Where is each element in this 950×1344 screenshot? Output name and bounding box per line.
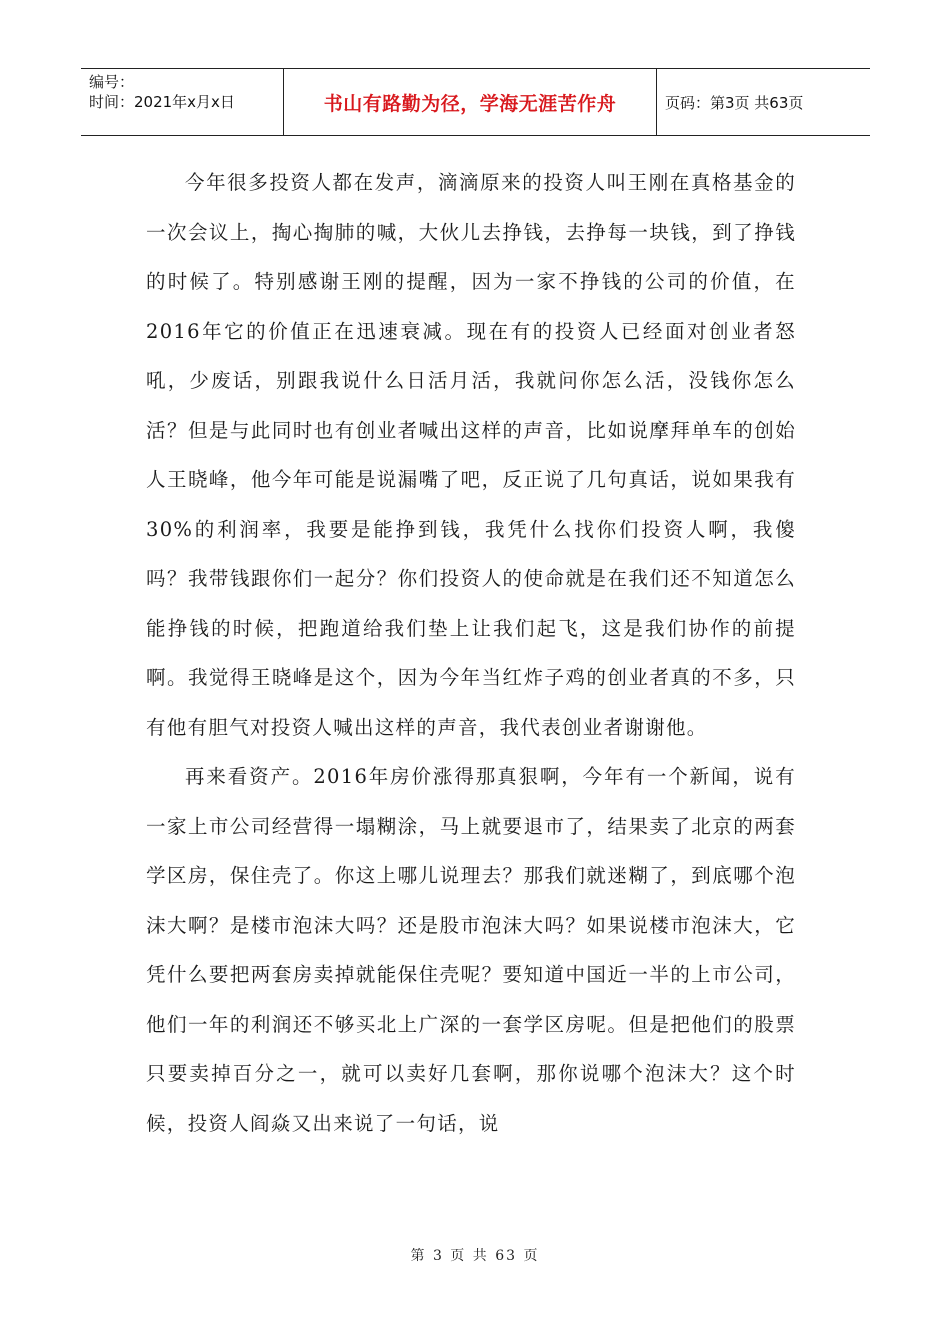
body-text [146, 158, 796, 1148]
page-footer: 第 3 页 共 63 页 [410, 1248, 540, 1264]
number-label: 编号： [89, 73, 135, 91]
time-label: 时间：2021年x月x日 [89, 93, 235, 111]
header-page-info: 页码：第3页 共63页 [665, 93, 804, 112]
header-meta [81, 69, 284, 135]
page-header [81, 68, 870, 136]
header-motto: 书山有路勤为径，学海无涯苦作舟 [284, 69, 657, 135]
paragraph: 今年很多投资人都在发声，滴滴原来的投资人叫王刚在真格基金的一次会议上，掏心掏肺的喊，大伙儿去挣钱，去挣每一块钱，到了挣钱的时候了。特别感谢王刚的提醒，因为一家不挣钱的公司的价值，在2016年它的价值正在迅速衰减。现在有的投资人已经面对创业者怒吼，少废话，别跟我说什么日活月活，我就问你怎么活，没钱你怎么活？但是与此同时也有创业者喊出这样的声音，比如说摩拜单车的创始人王晓峰，他今年可能是说漏嘴了吧，反正说了几句真话，说如果我有30%的利润率，我要是能挣到钱，我凭什么找你们投资人啊，我傻吗？我带钱跟你们一起分？你们投资人的使命就是在我们还不知道怎么能挣钱的时候，把跑道给我们垫上让我们起飞，这是我们协作的前提啊。我觉得王晓峰是这个，因为今年当红炸子鸡的创业者真的不多，只有他有胆气对投资人喊出这样的声音，我代表创业者谢谢他。 [146, 171, 796, 739]
paragraph: 再来看资产。2016年房价涨得那真狠啊，今年有一个新闻，说有一家上市公司经营得一塌糊涂，马上就要退市了，结果卖了北京的两套学区房，保住壳了。你这上哪儿说理去？那我们就迷糊了，到底哪个泡沫大啊？是楼市泡沫大吗？还是股市泡沫大吗？如果说楼市泡沫大，它凭什么要把两套房卖掉就能保住壳呢？要知道中国近一半的上市公司，他们一年的利润还不够买北上广深的一套学区房呢。但是把他们的股票只要卖掉百分之一，就可以卖好几套啊，那你说哪个泡沫大？这个时候，投资人阎焱又出来说了一句话，说 [146, 765, 796, 1135]
